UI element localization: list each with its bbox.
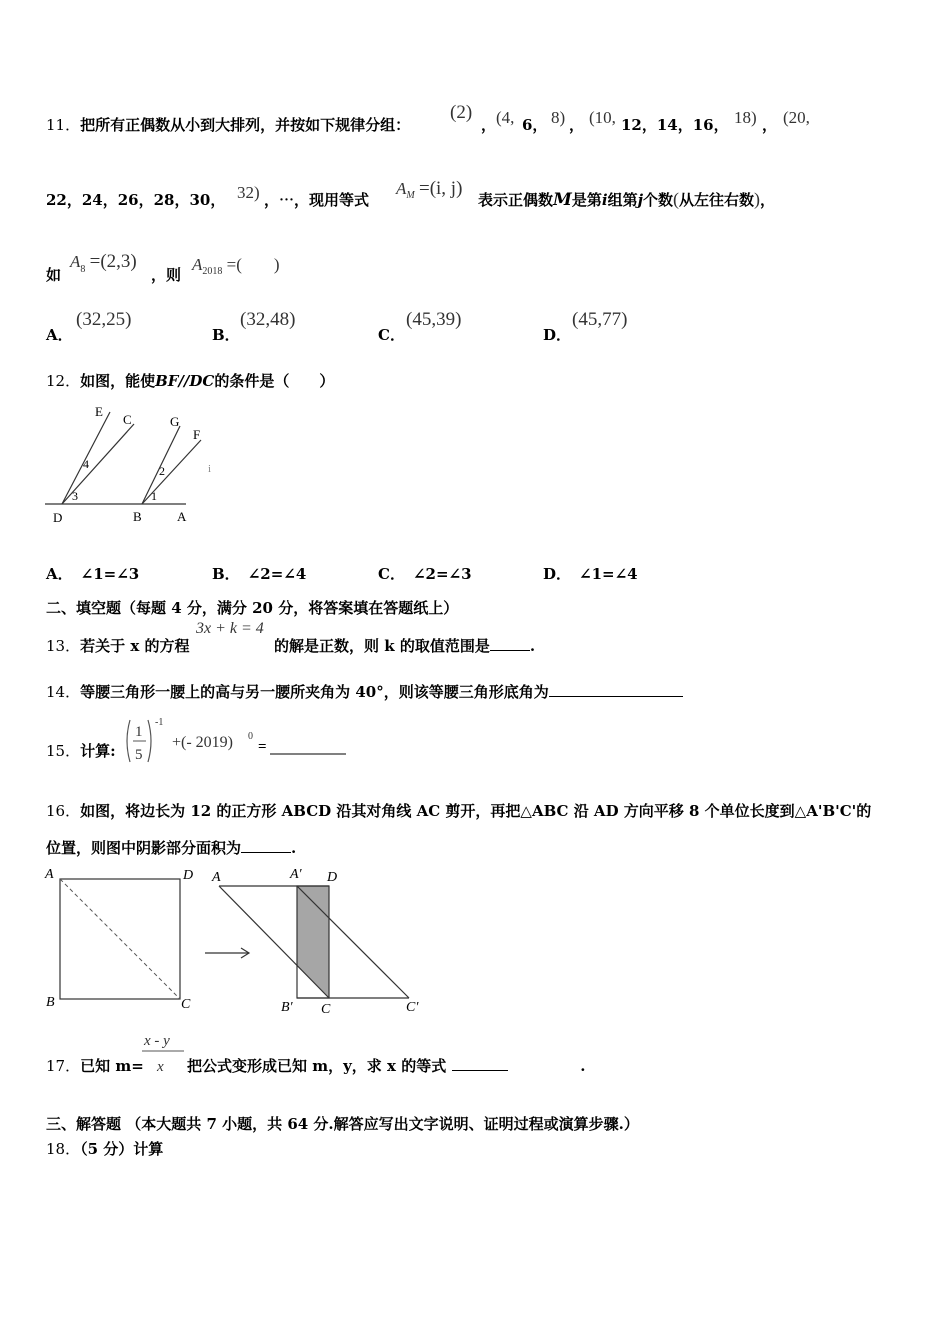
q13-answer-blank[interactable]: [490, 636, 530, 651]
q11-line2-start: 22，24，26，28，30，: [46, 191, 226, 209]
section-3-heading: 三、解答题 （本大题共 7 小题，共 64 分.解答应写出文字说明、证明过程或演算步骤.）: [46, 1115, 639, 1133]
q11-line3-mid: ，则: [151, 266, 182, 284]
label-d: D: [53, 510, 63, 525]
label-b: B: [133, 509, 142, 524]
frac-num: x - y: [144, 1033, 170, 1049]
label-a-prime: A′: [290, 867, 302, 882]
q12-stem: 12．如图，能使BF//DC的条件是（ ）: [46, 372, 335, 390]
q11-group4-open: (20,: [783, 108, 810, 127]
q11-option-d-value: (45,77): [572, 309, 628, 330]
q11-line2-mid: ，⋯，现用等式: [264, 191, 370, 209]
label-c: C: [181, 997, 191, 1012]
q17-stem-rest: 把公式变形成已知 m，y，求 x 的等式 .: [187, 1057, 586, 1075]
q11-group2-close: 8): [551, 108, 566, 127]
label-a: A: [177, 509, 187, 524]
q11-line2-close: 32): [237, 183, 260, 202]
q17-fraction: [140, 1028, 186, 1078]
q11-line1: 11．把所有正偶数从小到大排列，并按如下规律分组：: [46, 116, 411, 134]
q11-group3-mid: 12，14，16，: [621, 116, 729, 134]
frac-den: 5: [135, 747, 143, 763]
label-a: A: [45, 867, 54, 882]
q12-option-c[interactable]: C． ∠2=∠3: [378, 565, 472, 583]
angle-2: 2: [159, 464, 165, 478]
q14-answer-blank[interactable]: [549, 682, 683, 697]
exp-zero: 0: [248, 731, 253, 742]
q11-group1: (2): [450, 102, 473, 123]
q11-group3-open: (10,: [589, 108, 616, 127]
q11-a8: $A_8 =(2,3)$: [70, 251, 137, 275]
q18-stem: 18．（5 分）计算: [46, 1140, 164, 1158]
paren-right: [148, 720, 151, 762]
q11-am-eq: $A_M =(i$, j): [396, 178, 463, 201]
q11-group3-close: 18): [734, 108, 757, 127]
diagonal-ac: [60, 879, 180, 999]
q12-figure: [40, 398, 230, 528]
q16-line1: 16．如图，将边长为 12 的正方形 ABCD 沿其对角线 AC 剪开，再把△ABC 沿 AD 方向平移 8 个单位长度到△A'B'C'的: [46, 802, 872, 820]
frac-den: x: [157, 1059, 164, 1075]
frac-num: 1: [135, 724, 143, 740]
exp-neg1: -1: [155, 717, 164, 728]
q14-stem: 14．等腰三角形一腰上的高与另一腰所夹角为 40°，则该等腰三角形底角为: [46, 681, 683, 702]
stray-mark: i: [208, 463, 212, 475]
label-b-prime: B′: [281, 1000, 293, 1015]
q11-option-c-value: (45,39): [406, 309, 462, 330]
label-e: E: [95, 404, 103, 419]
label-c2: C: [321, 1002, 331, 1017]
q11-a2018: $A_{2018}$ =( ): [192, 255, 280, 277]
q13-stem: 13．若关于 x 的方程: [46, 637, 190, 655]
q11-option-b-value: (32,48): [240, 309, 296, 330]
angle-1: 1: [151, 489, 157, 503]
label-d2: D: [327, 870, 338, 885]
q12-option-a[interactable]: A． ∠1=∠3: [46, 565, 140, 583]
q17-answer-blank[interactable]: [452, 1056, 508, 1071]
q11-group2-open: (4,: [496, 108, 515, 127]
q11-option-a[interactable]: A．: [46, 326, 73, 344]
q17-stem: 17．已知 m=: [46, 1057, 144, 1075]
q11-group2-mid: 6，: [522, 116, 548, 134]
q15-expression: [122, 714, 352, 770]
q11-line2-rest: 表示正偶数M是第i组第j个数(从左往右数)，: [478, 189, 776, 210]
label-c: C: [123, 412, 132, 427]
q11-option-d[interactable]: D．: [543, 326, 572, 344]
label-f: F: [193, 427, 201, 442]
q16-line2: 位置，则图中阴影部分面积为 .: [46, 839, 297, 857]
q12-option-b[interactable]: B． ∠2=∠4: [212, 565, 307, 583]
section-2-heading: 二、填空题（每题 4 分，满分 20 分，将答案填在答题纸上）: [46, 599, 459, 617]
paren-left: [127, 720, 130, 762]
q11-option-b[interactable]: B．: [212, 326, 240, 344]
q11-option-a-value: (32,25): [76, 309, 132, 330]
paren-term: +(- 2019): [172, 734, 234, 751]
label-a2: A: [212, 870, 221, 885]
q13-equation: 3x + k = 4: [196, 620, 264, 637]
q15-stem: 15．计算:: [46, 742, 116, 760]
q12-option-d[interactable]: D． ∠1=∠4: [543, 565, 638, 583]
angle-4: 4: [83, 457, 89, 471]
label-c-prime: C′: [406, 1000, 419, 1015]
label-g: G: [170, 414, 180, 429]
equals: =: [258, 739, 267, 755]
label-b: B: [46, 995, 55, 1010]
q13-stem-rest: 的解是正数，则 k 的取值范围是 .: [274, 637, 536, 655]
label-d: D: [183, 868, 194, 883]
q11-option-c[interactable]: C．: [378, 326, 405, 344]
q11-comma2: ，: [569, 116, 585, 134]
q11-comma3: ，: [762, 116, 778, 134]
angle-3: 3: [72, 489, 78, 503]
q16-answer-blank[interactable]: [241, 838, 291, 853]
q11-line3-start: 如: [46, 266, 62, 284]
q11-comma1: ，: [481, 116, 497, 134]
q16-figure: [40, 862, 440, 1022]
